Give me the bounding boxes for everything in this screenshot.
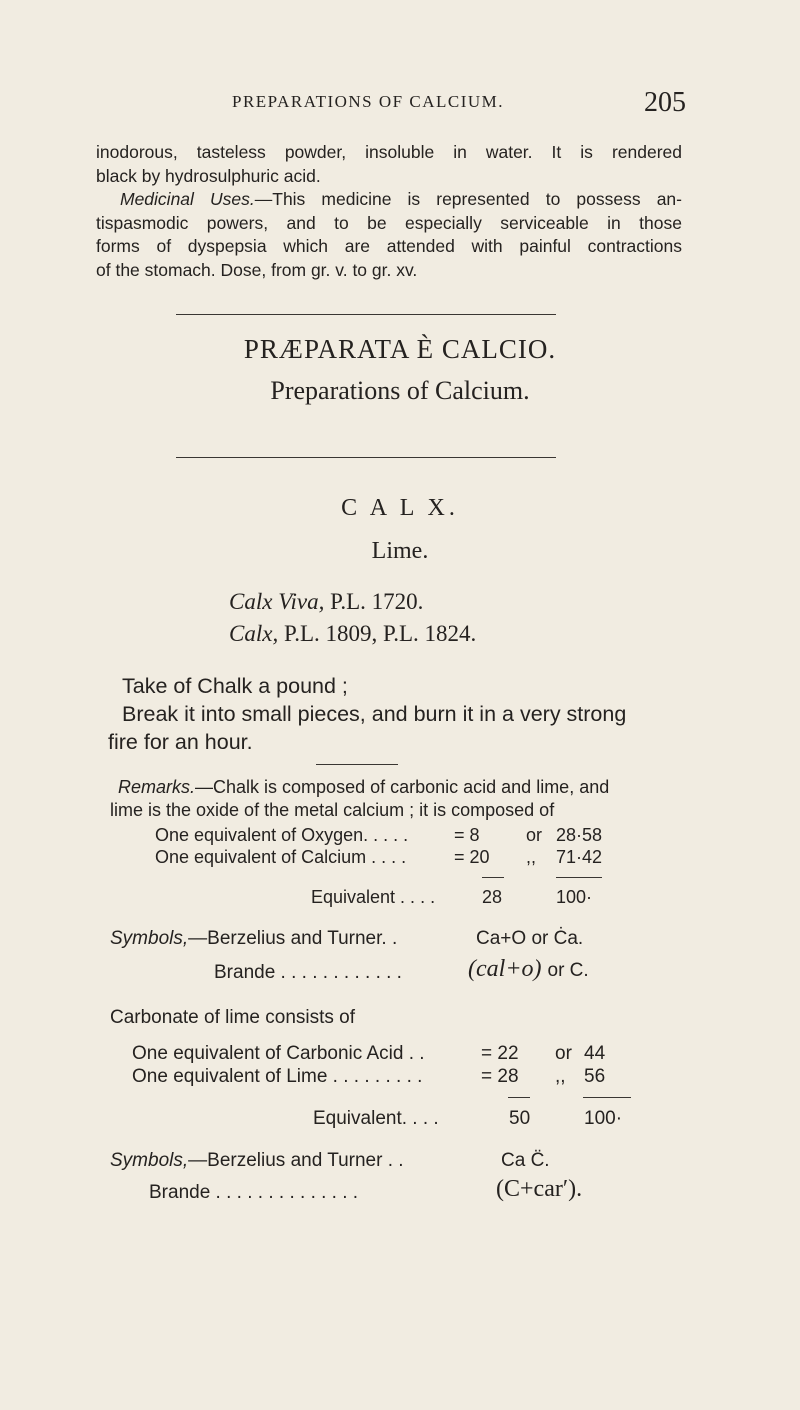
sum-rule: [482, 877, 504, 878]
page-number: 205: [644, 87, 686, 118]
brande-label: Brande . . . . . . . . . . . .: [214, 962, 402, 983]
synonym-name: Calx Viva,: [229, 589, 325, 614]
section-latin-title: PRÆPARATA È CALCIO.: [243, 334, 557, 364]
sum-rule: [556, 877, 602, 878]
symbols-text: —Berzelius and Turner. .: [188, 928, 398, 949]
recipe-line: Break it into small pieces, and burn it in a very strong: [122, 702, 627, 726]
synonym-1: [229, 589, 423, 615]
carbonate-total-eq: 50: [509, 1108, 531, 1129]
carbonate-row-label: One equivalent of Lime . . . . . . . . .: [132, 1066, 423, 1087]
brande-alt: or C.: [547, 960, 589, 981]
carbonate-symbols-line: [110, 1150, 404, 1172]
sum-rule: [583, 1097, 631, 1098]
lime-row-pct: 28·58: [556, 825, 603, 845]
symbols-label: Symbols,: [110, 1150, 189, 1171]
intro-line: inodorous, tasteless powder, insoluble in water. It is rendered: [96, 142, 682, 162]
carbonate-total-label: Equivalent. . . .: [313, 1108, 439, 1129]
carbonate-row-pct: 44: [584, 1043, 606, 1064]
intro-paragraph: [96, 141, 682, 188]
remarks-text: —Chalk is composed of carbonic acid and lime, and: [195, 777, 610, 797]
synonym-name: Calx,: [229, 621, 279, 646]
lime-row-sep: or: [526, 825, 543, 845]
uses-line: [96, 188, 682, 212]
brande-value: (cal+o): [468, 956, 542, 982]
uses-label: Medicinal Uses.: [120, 189, 255, 209]
short-rule: [316, 764, 398, 765]
lime-row-label: One equivalent of Oxygen. . . . .: [155, 825, 409, 845]
carbonate-row-pct: 56: [584, 1066, 606, 1087]
recipe-line: fire for an hour.: [108, 730, 253, 754]
uses-line-text: —This medicine is represented to possess an-: [254, 189, 682, 209]
carbonate-row-label: One equivalent of Carbonic Acid . .: [132, 1043, 425, 1064]
synonym-ref: P.L. 1809, P.L. 1824.: [283, 621, 477, 646]
carbonate-row-sep: ,,: [555, 1066, 566, 1087]
remarks-label: Remarks.: [118, 777, 196, 797]
lime-row-label: One equivalent of Calcium . . . .: [155, 847, 407, 867]
running-title: PREPARATIONS OF CALCIUM.: [232, 92, 505, 111]
carbonate-row-eq: = 22: [481, 1043, 519, 1064]
remarks-line: lime is the oxide of the metal calcium ; it is composed of: [110, 800, 555, 820]
sum-rule: [508, 1097, 530, 1098]
section-english-title: Preparations of Calcium.: [270, 376, 530, 405]
remarks-paragraph: [110, 776, 704, 822]
recipe: [108, 672, 680, 756]
carbonate-symbols-value: Ca C̈.: [501, 1150, 550, 1171]
recipe-line: Take of Chalk a pound ;: [122, 674, 348, 698]
brande-formula: [468, 956, 589, 983]
section-rule-top: [176, 314, 556, 315]
carbonate-intro: Carbonate of lime consists of: [110, 1007, 356, 1028]
lime-row-pct: 71·42: [556, 847, 603, 867]
carbonate-brande-label: Brande . . . . . . . . . . . . . .: [149, 1182, 359, 1203]
lime-total-pct: 100·: [556, 887, 593, 907]
carbonate-total-pct: 100·: [584, 1108, 623, 1129]
medicinal-uses-paragraph: [96, 188, 682, 282]
intro-line: black by hydrosulphuric acid.: [96, 165, 321, 186]
section-rule-bottom: [176, 457, 556, 458]
symbols-text: —Berzelius and Turner . .: [188, 1150, 404, 1171]
synonym-2: [229, 621, 476, 647]
synonym-ref: P.L. 1720.: [330, 589, 424, 614]
article-name: C A L X.: [341, 495, 459, 521]
carbonate-brande-value: (C+car′).: [496, 1176, 583, 1202]
lime-row-sep: ,,: [526, 847, 537, 867]
lime-row-eq: = 8: [454, 825, 480, 845]
lime-total-eq: 28: [482, 887, 503, 907]
lime-row-eq: = 20: [454, 847, 490, 867]
lime-symbols-line: [110, 928, 397, 950]
uses-line: tispasmodic powers, and to be especially serviceable in those: [96, 212, 682, 233]
remarks-line: [110, 776, 704, 799]
uses-line: forms of dyspepsia which are attended with painful contractions: [96, 236, 682, 257]
symbols-label: Symbols,: [110, 928, 189, 949]
uses-line: of the stomach. Dose, from gr. v. to gr. xv.: [96, 259, 418, 280]
carbonate-row-sep: or: [555, 1043, 572, 1064]
carbonate-row-eq: = 28: [481, 1066, 519, 1087]
lime-symbols-value: Ca+O or Ċa.: [476, 928, 584, 949]
article-english-name: Lime.: [371, 538, 429, 564]
lime-total-label: Equivalent . . . .: [311, 887, 436, 907]
